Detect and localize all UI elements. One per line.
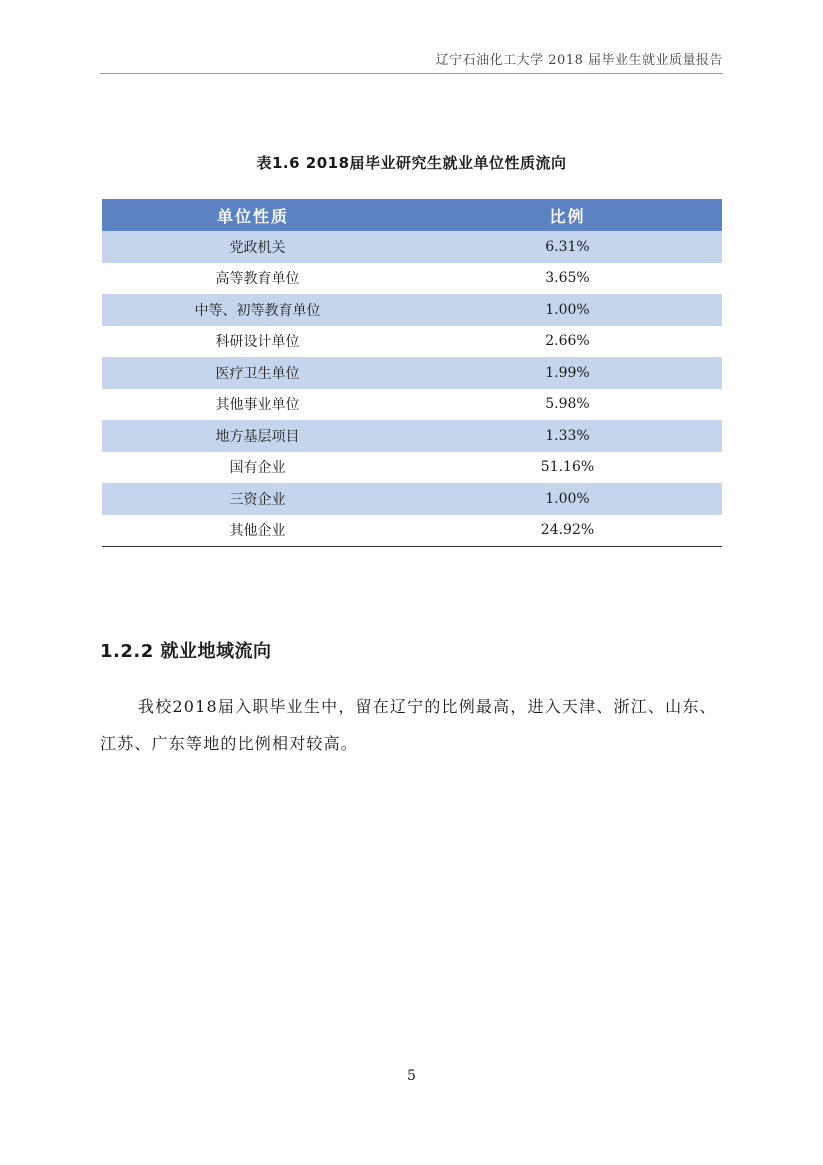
table-row xyxy=(102,263,722,295)
unit-type-cell: 科研设计单位 xyxy=(102,326,413,358)
unit-type-cell: 医疗卫生单位 xyxy=(102,357,413,389)
ratio-cell: 51.16% xyxy=(413,452,722,484)
ratio-cell: 1.00% xyxy=(413,483,722,515)
unit-type-cell: 高等教育单位 xyxy=(102,263,413,295)
ratio-cell: 1.99% xyxy=(413,357,722,389)
table-row xyxy=(102,231,722,263)
table-row xyxy=(102,452,722,484)
unit-type-cell: 地方基层项目 xyxy=(102,420,413,452)
unit-type-cell: 党政机关 xyxy=(102,231,413,263)
unit-type-cell: 其他企业 xyxy=(102,515,413,547)
table-row xyxy=(102,294,722,326)
ratio-cell: 2.66% xyxy=(413,326,722,358)
body-paragraph: 我校2018届入职毕业生中，留在辽宁的比例最高，进入天津、浙江、山东、江苏、广东等地的比例相对较高。 xyxy=(100,697,717,753)
table-row xyxy=(102,389,722,421)
unit-type-cell: 其他事业单位 xyxy=(102,389,413,421)
employment-unit-table xyxy=(102,199,722,547)
running-header: 辽宁石油化工大学 2018 届毕业生就业质量报告 xyxy=(100,49,723,74)
table-row xyxy=(102,420,722,452)
page-number: 5 xyxy=(407,1068,416,1084)
column-header-unit-type: 单位性质 xyxy=(102,199,413,231)
table-row xyxy=(102,357,722,389)
table-row xyxy=(102,483,722,515)
ratio-cell: 1.00% xyxy=(413,294,722,326)
ratio-cell: 3.65% xyxy=(413,263,722,295)
table-row xyxy=(102,326,722,358)
table-header-row xyxy=(102,199,722,231)
table-row xyxy=(102,515,722,547)
table-caption: 表1.6 2018届毕业研究生就业单位性质流向 xyxy=(256,154,567,172)
ratio-cell: 5.98% xyxy=(413,389,722,421)
unit-type-cell: 中等、初等教育单位 xyxy=(102,294,413,326)
unit-type-cell: 三资企业 xyxy=(102,483,413,515)
ratio-cell: 1.33% xyxy=(413,420,722,452)
ratio-cell: 6.31% xyxy=(413,231,722,263)
column-header-ratio: 比例 xyxy=(413,199,722,231)
ratio-cell: 24.92% xyxy=(413,515,722,547)
unit-type-cell: 国有企业 xyxy=(102,452,413,484)
section-heading: 1.2.2 就业地域流向 xyxy=(100,641,272,662)
